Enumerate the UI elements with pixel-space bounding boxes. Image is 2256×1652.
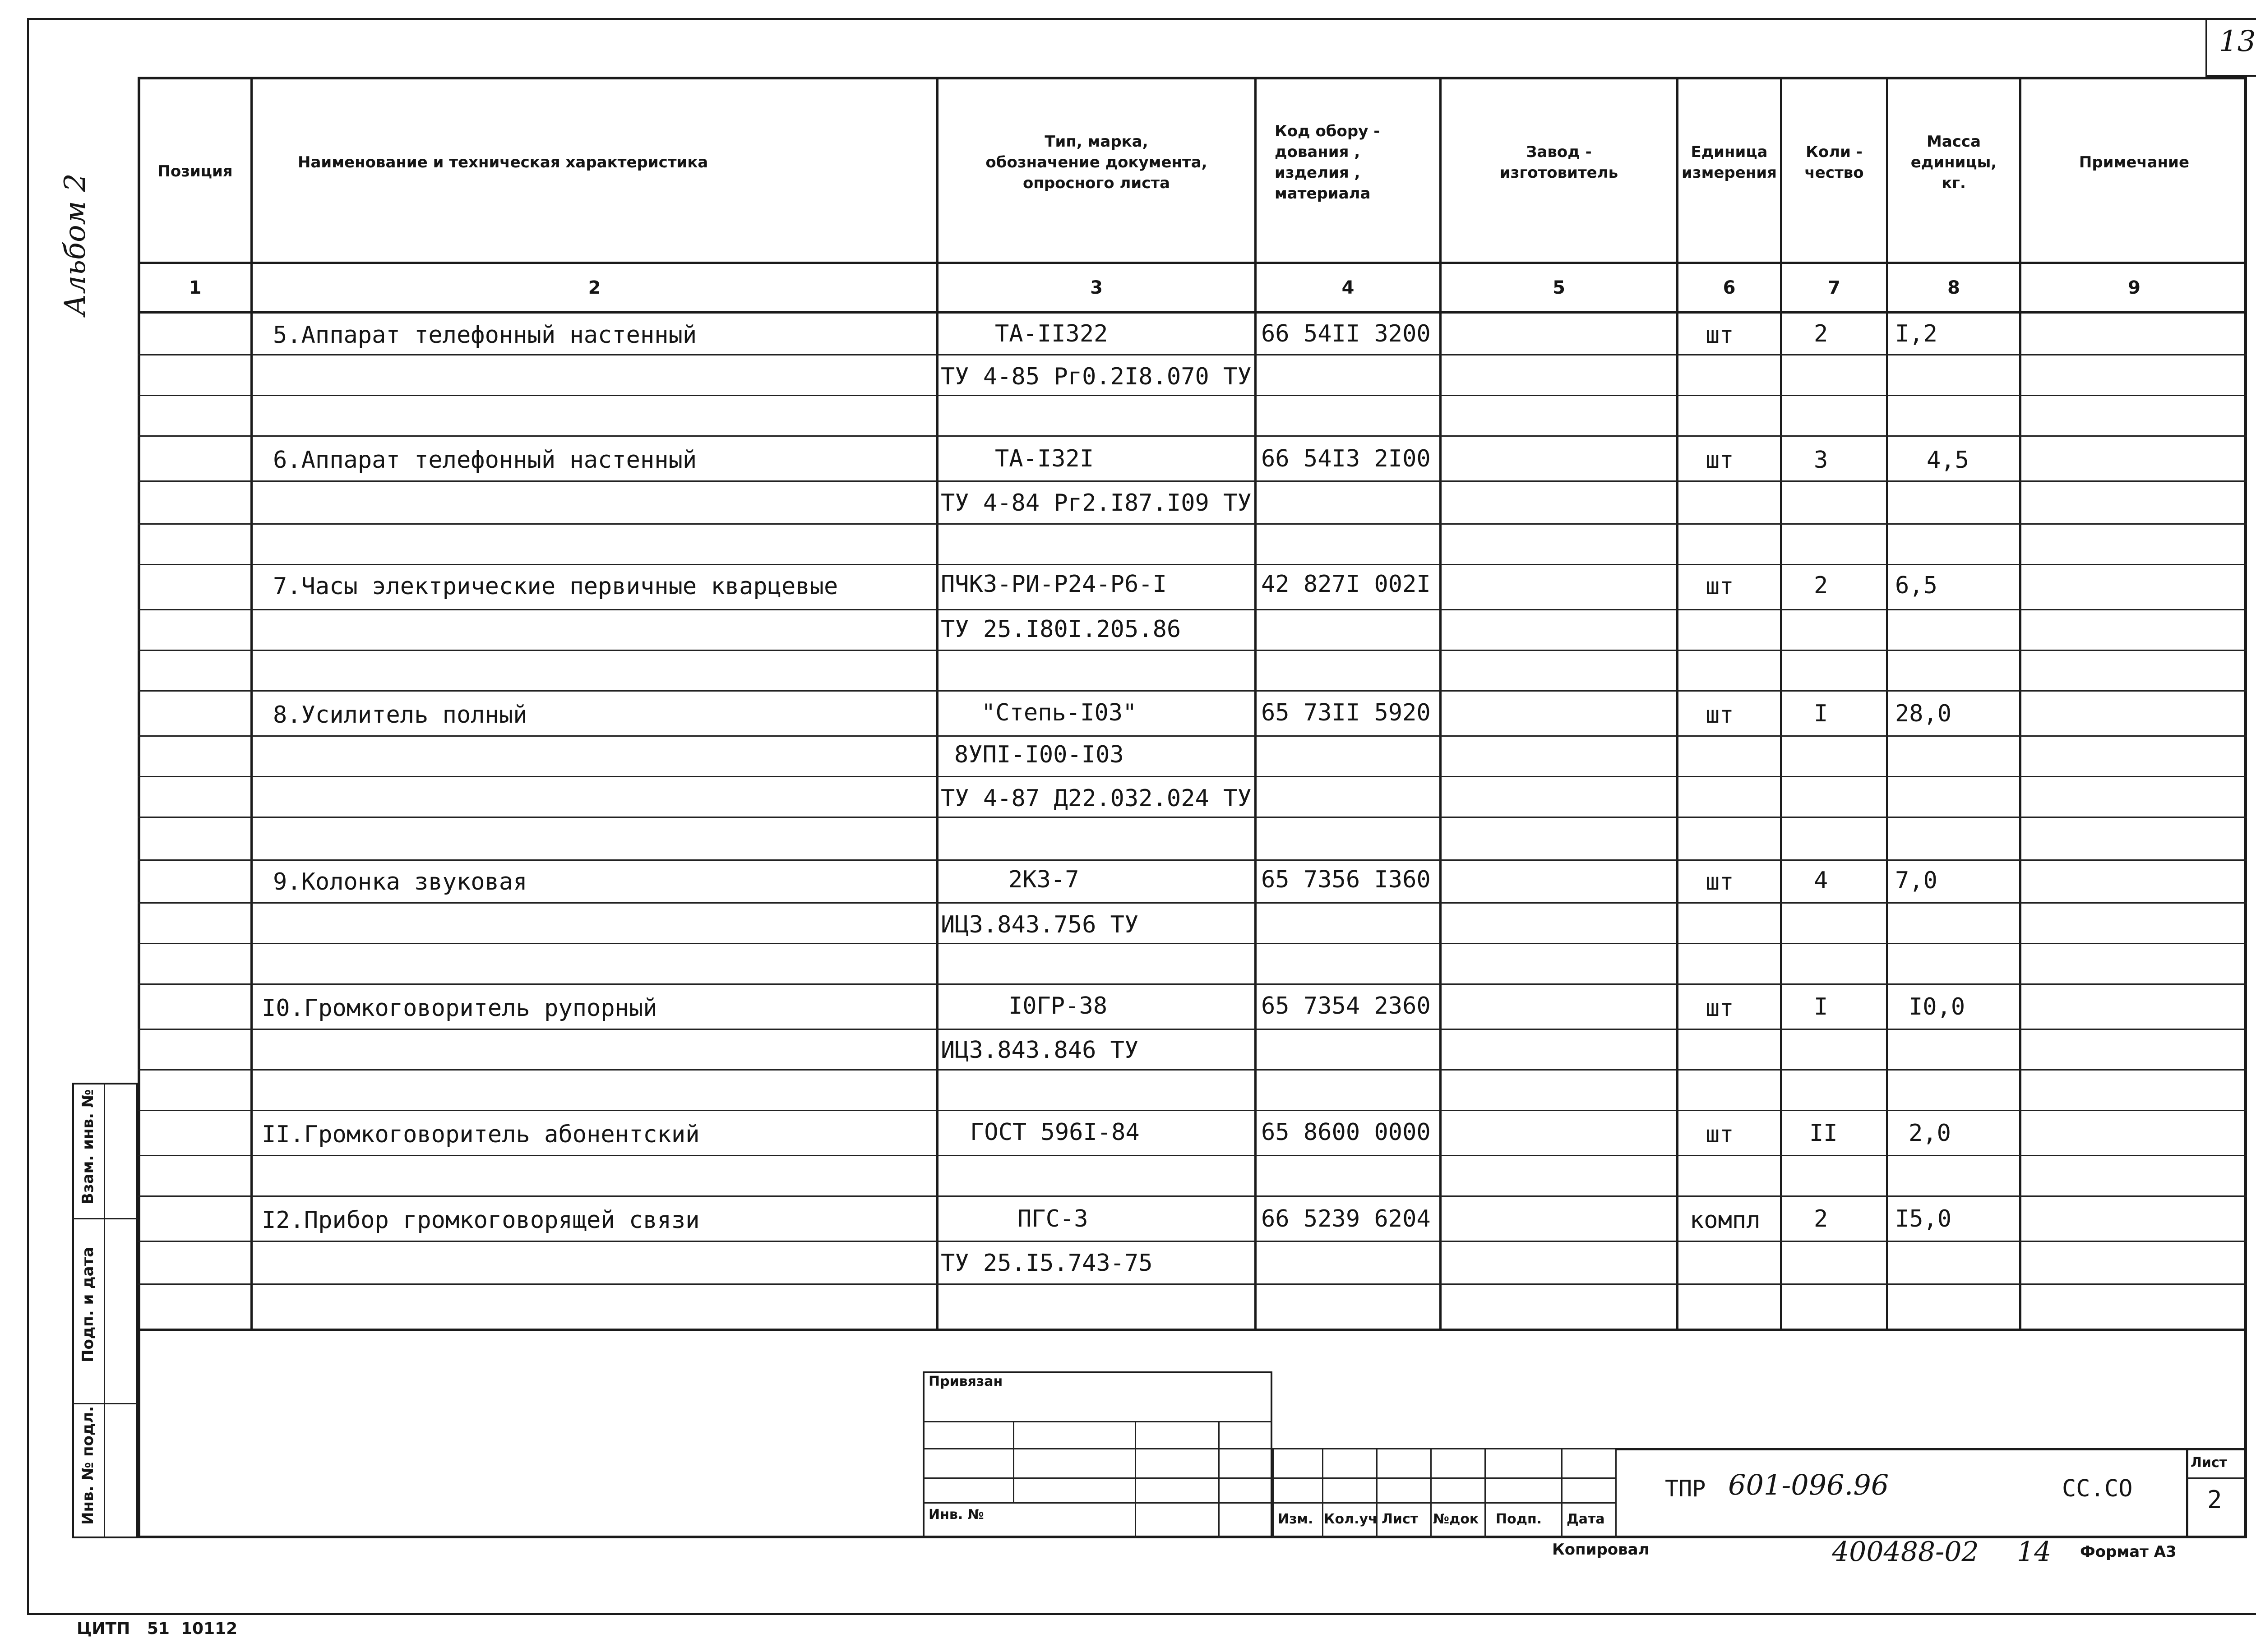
format-label: Формат А3 xyxy=(2080,1543,2177,1561)
doc-number: 601-096.96 xyxy=(1728,1468,1889,1501)
header-code: Код обору - дования , изделия , материала xyxy=(1275,122,1380,203)
colnum-2: 2 xyxy=(588,277,601,298)
row-6-doc: ТУ 4-84 Рг2.I87.I09 ТУ xyxy=(941,489,1252,517)
row-5-unit: шт xyxy=(1706,322,1734,349)
row-8-doc: ТУ 4-87 Д22.032.024 ТУ xyxy=(941,785,1252,812)
row-7-qty: 2 xyxy=(1814,572,1828,599)
row-7-unit: шт xyxy=(1706,573,1734,600)
row-10-name: I0.Громкоговоритель рупорный xyxy=(262,995,657,1022)
row-5-code: 66 54II 3200 xyxy=(1261,320,1431,347)
row-12-mass: I5,0 xyxy=(1895,1205,1952,1232)
row-8-name: 8.Усилитель полный xyxy=(273,701,527,729)
header-position: Позиция xyxy=(157,162,233,180)
doc-prefix: ТПР xyxy=(1665,1476,1706,1502)
colnum-7: 7 xyxy=(1828,277,1840,298)
colnum-4: 4 xyxy=(1341,277,1355,298)
row-7-code: 42 827I 002I xyxy=(1261,571,1431,598)
row-11-name: II.Громкоговоритель абонентский xyxy=(262,1121,700,1148)
row-5-type: ТА-II322 xyxy=(995,320,1108,347)
row-11-mass: 2,0 xyxy=(1909,1120,1951,1147)
row-10-code: 65 7354 2360 xyxy=(1261,992,1431,1020)
colnum-9: 9 xyxy=(2128,277,2140,298)
colnum-8: 8 xyxy=(1947,277,1960,298)
doc-code: СС.СО xyxy=(2062,1475,2133,1502)
sheet-number: 2 xyxy=(2207,1486,2222,1514)
row-12-type: ПГС-3 xyxy=(1017,1205,1088,1232)
row-10-qty: I xyxy=(1814,993,1828,1020)
order-number: 400488-02 xyxy=(1832,1536,1979,1568)
row-8-code: 65 73II 5920 xyxy=(1261,699,1431,726)
row-12-doc: ТУ 25.I5.743-75 xyxy=(941,1250,1153,1277)
side-note: Альбом 2 xyxy=(59,173,92,316)
copied-label: Копировал xyxy=(1552,1541,1650,1559)
rev-label-sign: Подп. xyxy=(1496,1511,1542,1527)
header-type: Тип, марка, обозначение документа, опросного листа xyxy=(985,133,1207,192)
row-6-name: 6.Аппарат телефонный настенный xyxy=(273,447,697,474)
row-9-doc: ИЦЗ.843.756 ТУ xyxy=(941,911,1139,938)
row-8-model: 8УПI-I00-I03 xyxy=(954,741,1124,768)
row-8-type: "Степь-I03" xyxy=(981,699,1137,726)
header-quantity: Коли - чество xyxy=(1804,143,1864,182)
header-manufacturer: Завод - изготовитель xyxy=(1499,143,1618,182)
row-11-qty: II xyxy=(1809,1120,1838,1147)
row-5-name: 5.Аппарат телефонный настенный xyxy=(273,322,697,349)
row-6-code: 66 54I3 2I00 xyxy=(1261,445,1431,472)
colnum-6: 6 xyxy=(1723,277,1736,298)
header-mass: Масса единицы, кг. xyxy=(1910,133,1997,192)
bound-label: Привязан xyxy=(929,1374,1003,1389)
row-6-qty: 3 xyxy=(1814,447,1828,474)
footer-code: ЦИТП 51 10112 xyxy=(77,1620,238,1638)
row-12-name: I2.Прибор громкоговорящей связи xyxy=(262,1207,700,1234)
rev-label-date: Дата xyxy=(1567,1511,1605,1527)
row-7-name: 7.Часы электрические первичные кварцевые xyxy=(273,573,838,600)
row-10-doc: ИЦЗ.843.846 ТУ xyxy=(941,1037,1139,1064)
rev-label-doc: №док xyxy=(1433,1511,1479,1527)
colnum-3: 3 xyxy=(1090,277,1103,298)
row-9-type: 2КЗ-7 xyxy=(1008,866,1079,893)
row-6-mass: 4,5 xyxy=(1927,447,1969,474)
inv-label: Инв. № xyxy=(929,1507,984,1523)
header-unit: Единица измерения xyxy=(1682,143,1777,182)
row-7-doc: ТУ 25.I80I.205.86 xyxy=(941,616,1181,643)
page-number: 13 xyxy=(2219,25,2256,58)
row-10-type: I0ГР-38 xyxy=(1008,992,1108,1020)
row-8-qty: I xyxy=(1814,700,1828,727)
rev-label-izm: Изм. xyxy=(1278,1511,1313,1527)
colnum-5: 5 xyxy=(1553,277,1565,298)
row-12-unit: компл xyxy=(1690,1207,1761,1234)
row-10-mass: I0,0 xyxy=(1909,993,1965,1020)
row-12-qty: 2 xyxy=(1814,1205,1828,1232)
row-6-unit: шт xyxy=(1706,447,1734,474)
row-9-name: 9.Колонка звуковая xyxy=(273,868,527,895)
order-suffix: 14 xyxy=(2017,1536,2052,1568)
row-5-doc: ТУ 4-85 Рг0.2I8.070 ТУ xyxy=(941,363,1252,390)
header-note: Примечание xyxy=(2079,153,2190,171)
side-stamp-replace: Взам. инв. № xyxy=(79,1089,97,1204)
row-11-unit: шт xyxy=(1706,1121,1734,1148)
row-8-unit: шт xyxy=(1706,701,1734,729)
row-7-type: ПЧКЗ-РИ-Р24-Р6-I xyxy=(941,571,1167,598)
colnum-1: 1 xyxy=(189,277,202,298)
sheet-label: Лист xyxy=(2191,1455,2228,1471)
rev-label-kol: Кол.уч xyxy=(1324,1511,1378,1527)
row-9-mass: 7,0 xyxy=(1895,867,1937,894)
row-10-unit: шт xyxy=(1706,995,1734,1022)
row-8-mass: 28,0 xyxy=(1895,700,1952,727)
side-stamp-original: Инв. № подл. xyxy=(79,1406,97,1525)
row-9-unit: шт xyxy=(1706,868,1734,895)
rev-label-list: Лист xyxy=(1382,1511,1419,1527)
side-stamp-signature: Подп. и дата xyxy=(79,1246,97,1362)
row-12-code: 66 5239 6204 xyxy=(1261,1205,1431,1232)
row-9-qty: 4 xyxy=(1814,867,1828,894)
row-11-code: 65 8600 0000 xyxy=(1261,1119,1431,1146)
row-5-qty: 2 xyxy=(1814,320,1828,347)
row-9-code: 65 7356 I360 xyxy=(1261,866,1431,893)
row-11-type: ГОСТ 596I-84 xyxy=(970,1119,1140,1146)
row-5-mass: I,2 xyxy=(1895,320,1937,347)
row-6-type: ТА-I32I xyxy=(995,445,1094,472)
row-7-mass: 6,5 xyxy=(1895,572,1937,599)
header-name: Наименование и техническая характеристика xyxy=(298,153,708,171)
